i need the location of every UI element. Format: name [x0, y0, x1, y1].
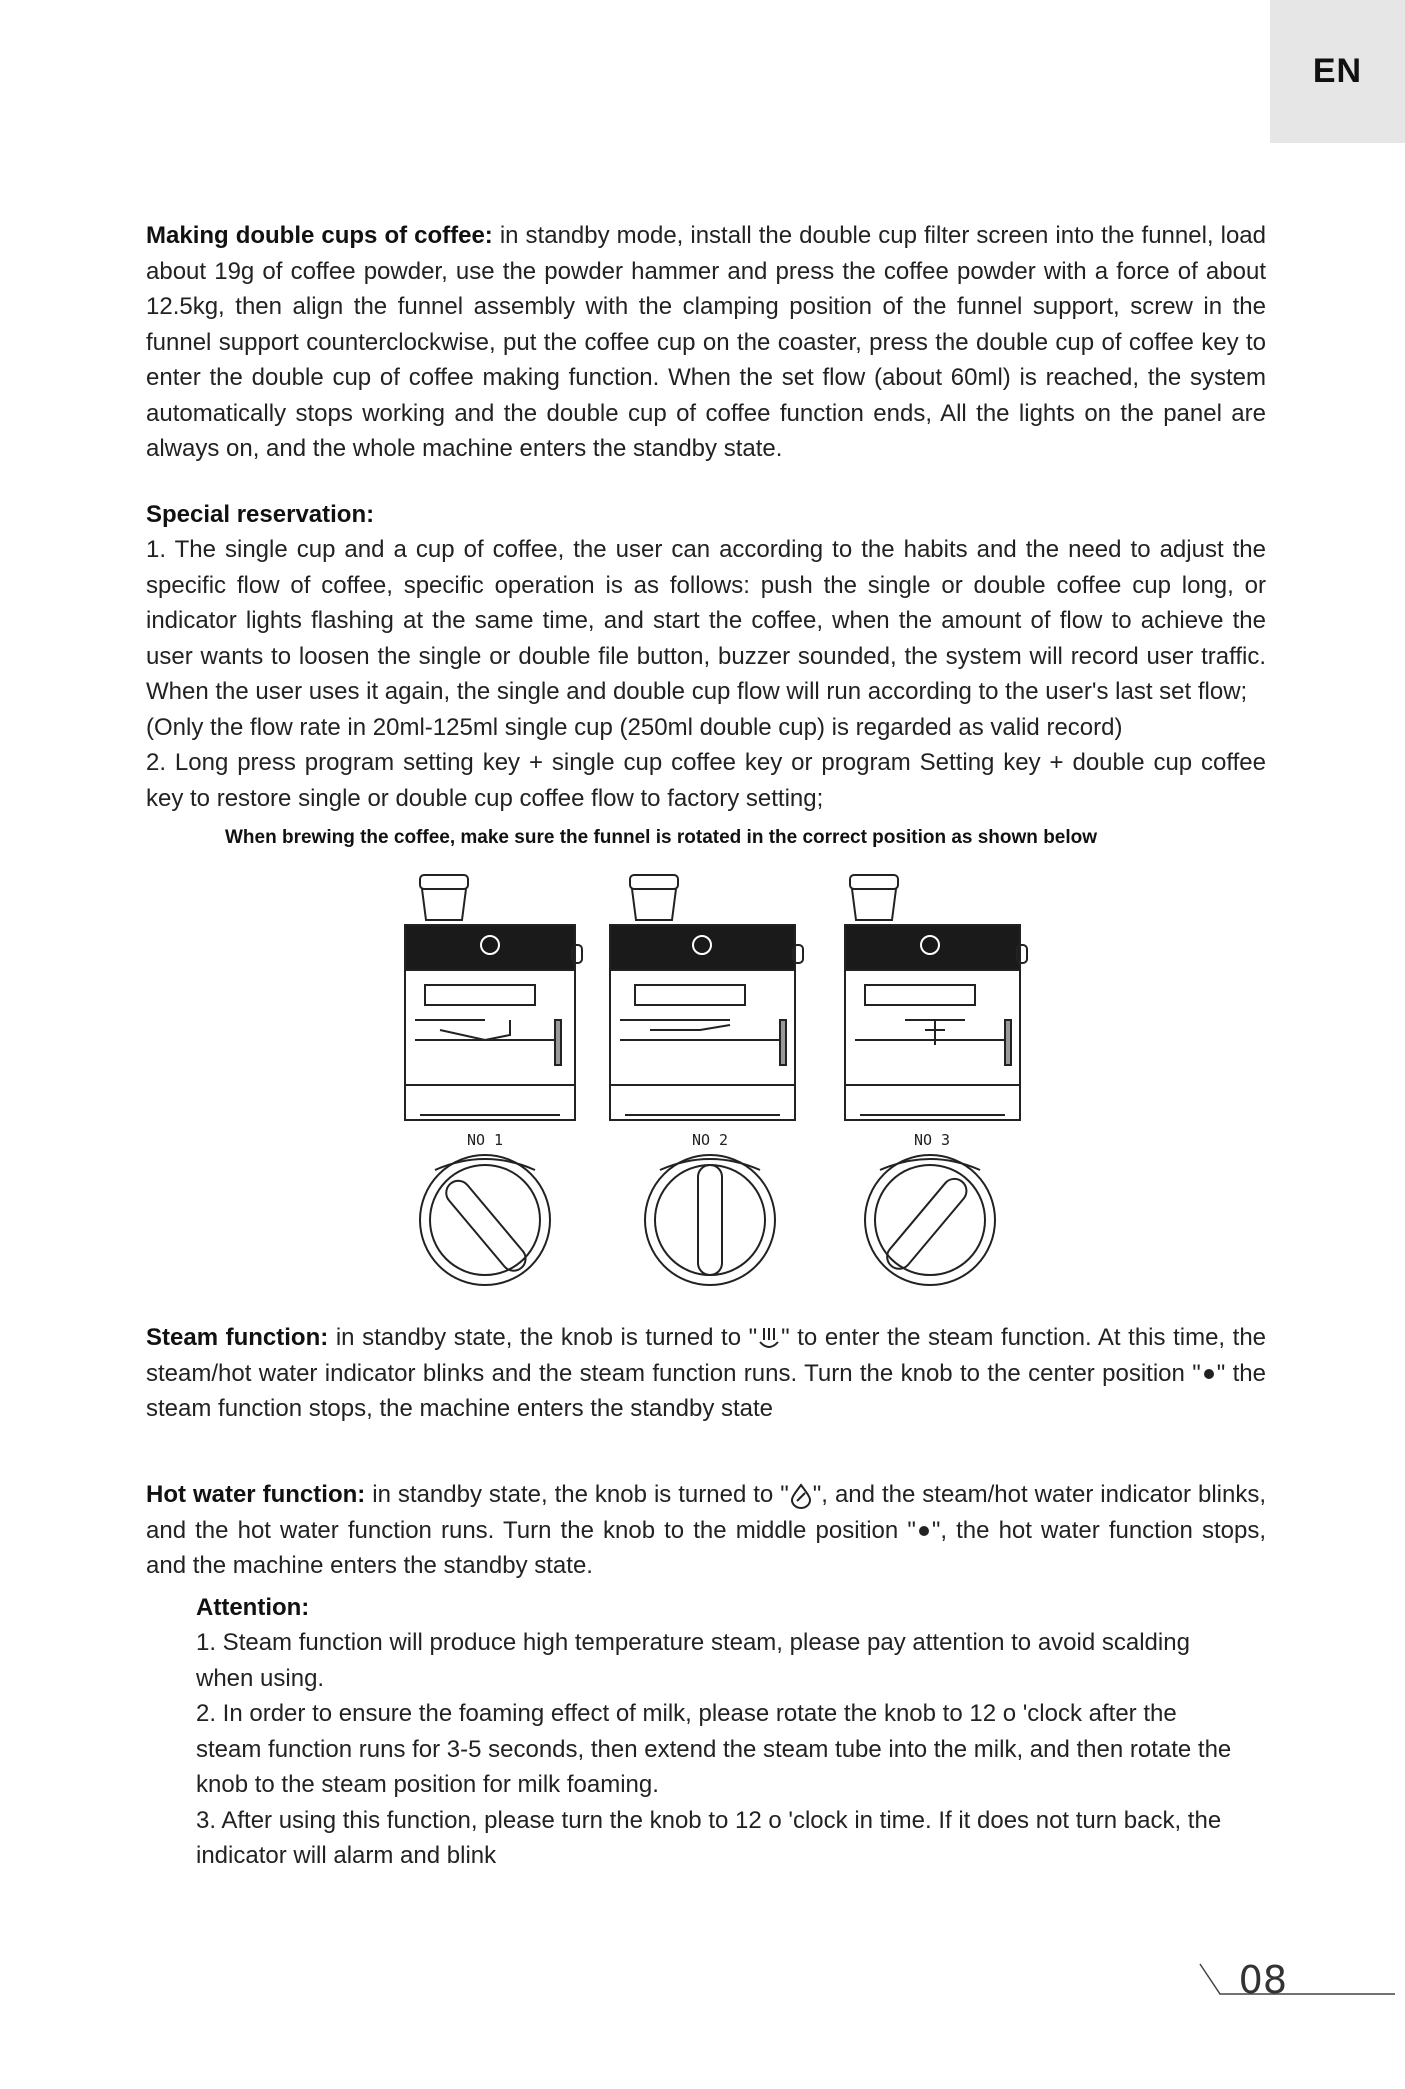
- attention-item-2: 2. In order to ensure the foaming effect of milk, please rotate the knob to 12 o 'clock after the steam function runs for 3-5 seconds, then extend the steam tube into the milk, and then rotate the knob to the steam position for milk foaming.: [196, 1700, 1232, 1798]
- steam-text-a: in standby state, the knob is turned to ": [335, 1324, 758, 1351]
- hot-water-heading: Hot water function:: [146, 1481, 366, 1508]
- attention-heading: Attention:: [196, 1594, 310, 1621]
- steam-heading: Steam function:: [146, 1324, 329, 1351]
- knob-3-drawing: [865, 1155, 995, 1285]
- machine-2-drawing: [610, 875, 803, 1120]
- attention-item-3: 3. After using this function, please turn the knob to 12 o 'clock in time. If it does not turn back, the indicator will alarm and blink: [196, 1806, 1222, 1869]
- double-cup-text: in standby mode, install the double cup filter screen into the funnel, load about 19g of coffee powder, use the powder hammer and press the coffee powder with a force of about 12.5kg, then align the funnel assembly with the clamping position of the funnel support, screw in the funnel support counterclockwise, put the coffee cup on the coaster, press the double cup of coffee key to enter the double cup of coffee making function. When the set flow (about 60ml) is reached, the system automatically stops working and the double cup of coffee function ends, All the lights on the panel are always on, and the whole machine enters the standby state.: [146, 222, 1267, 462]
- special-reservation-section: [146, 497, 1266, 816]
- water-drop-icon: [789, 1483, 813, 1509]
- attention-section: [196, 1590, 1236, 1874]
- label-no-2: NO 2: [691, 1131, 729, 1149]
- steam-section: [146, 1320, 1266, 1427]
- hot-water-section: [146, 1477, 1266, 1584]
- language-tab: EN: [1270, 0, 1405, 143]
- hot-water-text-b: ", and the steam/hot water indicator blinks, and the hot water function runs. Turn the knob to the middle position ": [146, 1481, 1267, 1544]
- special-item-1b: (Only the flow rate in 20ml-125ml single cup (250ml double cup) is regarded as valid record): [146, 713, 1123, 741]
- steam-paragraph: [146, 1320, 1266, 1427]
- knob-1-drawing: [420, 1155, 550, 1285]
- machine-diagram: [390, 870, 1030, 1290]
- middle-dot-icon: [916, 1523, 932, 1539]
- hot-water-text-a: in standby state, the knob is turned to ": [372, 1481, 789, 1508]
- label-no-3: NO 3: [913, 1131, 951, 1149]
- machine-1-drawing: [405, 875, 582, 1120]
- figure-caption: When brewing the coffee, make sure the funnel is rotated in the correct position as shown below: [225, 827, 1098, 848]
- center-dot-icon: [1201, 1366, 1217, 1382]
- page-number-decoration: [1195, 1956, 1405, 2006]
- steam-text-c: " the steam function stops, the machine enters the standby state: [146, 1359, 1267, 1422]
- double-cup-paragraph: [146, 218, 1266, 467]
- page-number: 08: [1238, 1958, 1287, 2002]
- hot-water-paragraph: [146, 1477, 1266, 1584]
- double-cup-section: [146, 218, 1266, 467]
- steam-icon: [757, 1326, 781, 1352]
- double-cup-heading: Making double cups of coffee:: [146, 222, 493, 249]
- special-reservation-heading: Special reservation:: [146, 501, 375, 528]
- attention-item-1: 1. Steam function will produce high temperature steam, please pay attention to avoid scalding when using.: [196, 1629, 1190, 1692]
- special-item-1: 1. The single cup and a cup of coffee, the user can according to the habits and the need to adjust the specific flow of coffee, specific operation is as follows: push the single or double coffee cup long, or indicator lights flashing at the same time, and start the coffee, when the amount of flow to achieve the user wants to loosen the single or double file button, buzzer sounded, the system will record user traffic. When the user uses it again, the single and double cup flow will run according to the user's last set flow;: [146, 536, 1266, 705]
- steam-text-b: " to enter the steam function. At this time, the steam/hot water indicator blinks and the steam function runs. Turn the knob to the center position ": [146, 1324, 1267, 1387]
- machine-3-drawing: [845, 875, 1027, 1120]
- knob-2-drawing: [645, 1155, 775, 1285]
- hot-water-text-c: ", the hot water function stops, and the machine enters the standby state.: [146, 1516, 1267, 1579]
- label-no-1: NO 1: [466, 1131, 504, 1149]
- special-item-2: 2. Long press program setting key + single cup coffee key or program Setting key + double cup coffee key to restore single or double cup coffee flow to factory setting;: [146, 749, 1266, 812]
